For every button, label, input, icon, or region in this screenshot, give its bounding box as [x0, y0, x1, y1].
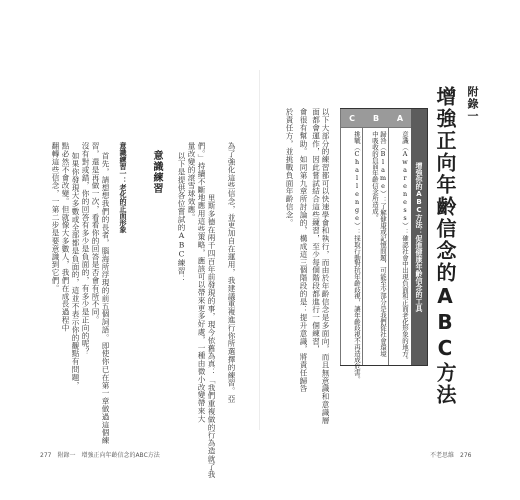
left-intro-line-4: 量改變的滾雪球效應。	[187, 142, 196, 221]
abc-row-a	[388, 109, 411, 365]
abc-table	[340, 108, 428, 383]
left-intro-line-5: 以下是提供各位嘗試的ABC練習：	[177, 152, 186, 283]
exercise-para-1: 首先，請想想我們的長者，腦海所浮現的前五個詞語。即使你已在第一章做過這個練	[101, 152, 110, 445]
abc-row-b	[362, 109, 389, 365]
left-intro-line-3: 們。」持續不斷地應用這些策略，應該可以帶來更多好處，一種由微小改變帶來大	[197, 142, 206, 423]
exercise-para-5: 點必然不會改變。但就像大多數人，我們在成長過程中	[61, 142, 70, 332]
right-para-2: 會很有幫助。如同第九章所討論的，構成這三個階段的是：提升意識，將責任歸咎	[299, 108, 308, 393]
left-intro-line-1: 為了強化這些信念，並更加自在運用，我建議重複進行你所選擇的練習。亞	[227, 142, 236, 403]
left-intro-line-2: 里斯多德在兩千四百年前發現的事，現今依舊為真：「我們重複做的行為造就了我	[207, 194, 216, 479]
abc-table-header: 增強你的ABC方法：促進健康年齡信念的工具	[411, 109, 427, 365]
abc-desc-a: 意識（Awareness）：確認社會中出現負面和正面老化形象的地方。	[401, 131, 409, 363]
section-heading: 意識練習	[151, 150, 162, 194]
abc-letter-c: C	[341, 109, 363, 128]
exercise-para-4: 如果你發現大多數或全部都是負面的，這並不表示你的觀點有問題，	[71, 152, 80, 389]
abc-letter-a: A	[389, 109, 411, 128]
left-folio: 277 附錄一 增強正向年齡信念的ABC方法	[40, 452, 160, 459]
chapter-title: 增強正向年齡信念的ABC方法	[433, 86, 457, 406]
abc-row-c	[340, 109, 363, 383]
right-para-1: 以下大部分的練習都可以快速學會和執行，而由於年齡信念是多面向，而且無意識和意識層面都會運作，因此嘗試結合這些練習，至少每個階段都進行一個練習，	[311, 108, 330, 424]
exercise-para-2: 習，還是再做一次，看看你的回答是否會有所不同。	[91, 142, 100, 324]
exercise-para-3: 沒有對或錯，你的回答有多少是負面的，有多少是正向的呢？	[81, 142, 90, 356]
abc-desc-c: 挑戰（Challenge）：採取行動對抗年齡歧視，讓年齡歧視不再造成危害。	[353, 131, 361, 383]
exercise-title: 意識練習一：老化的正面形象	[119, 142, 127, 233]
right-folio: 不老思維 276	[430, 452, 472, 459]
abc-desc-b: 歸咎（Blame）：了解健康或記憶問題，可能至少部分是我們從社會環境中吸收的負面年齡信念所造成。	[371, 131, 387, 357]
chapter-label: 附錄一	[466, 86, 479, 122]
abc-letter-b: B	[363, 109, 389, 128]
exercise-para-6: 翻轉這些信念，一第二步是要意識到它們。	[51, 142, 60, 293]
right-para-3: 於責任方，並挑戰負面年齡信念。	[285, 108, 294, 227]
